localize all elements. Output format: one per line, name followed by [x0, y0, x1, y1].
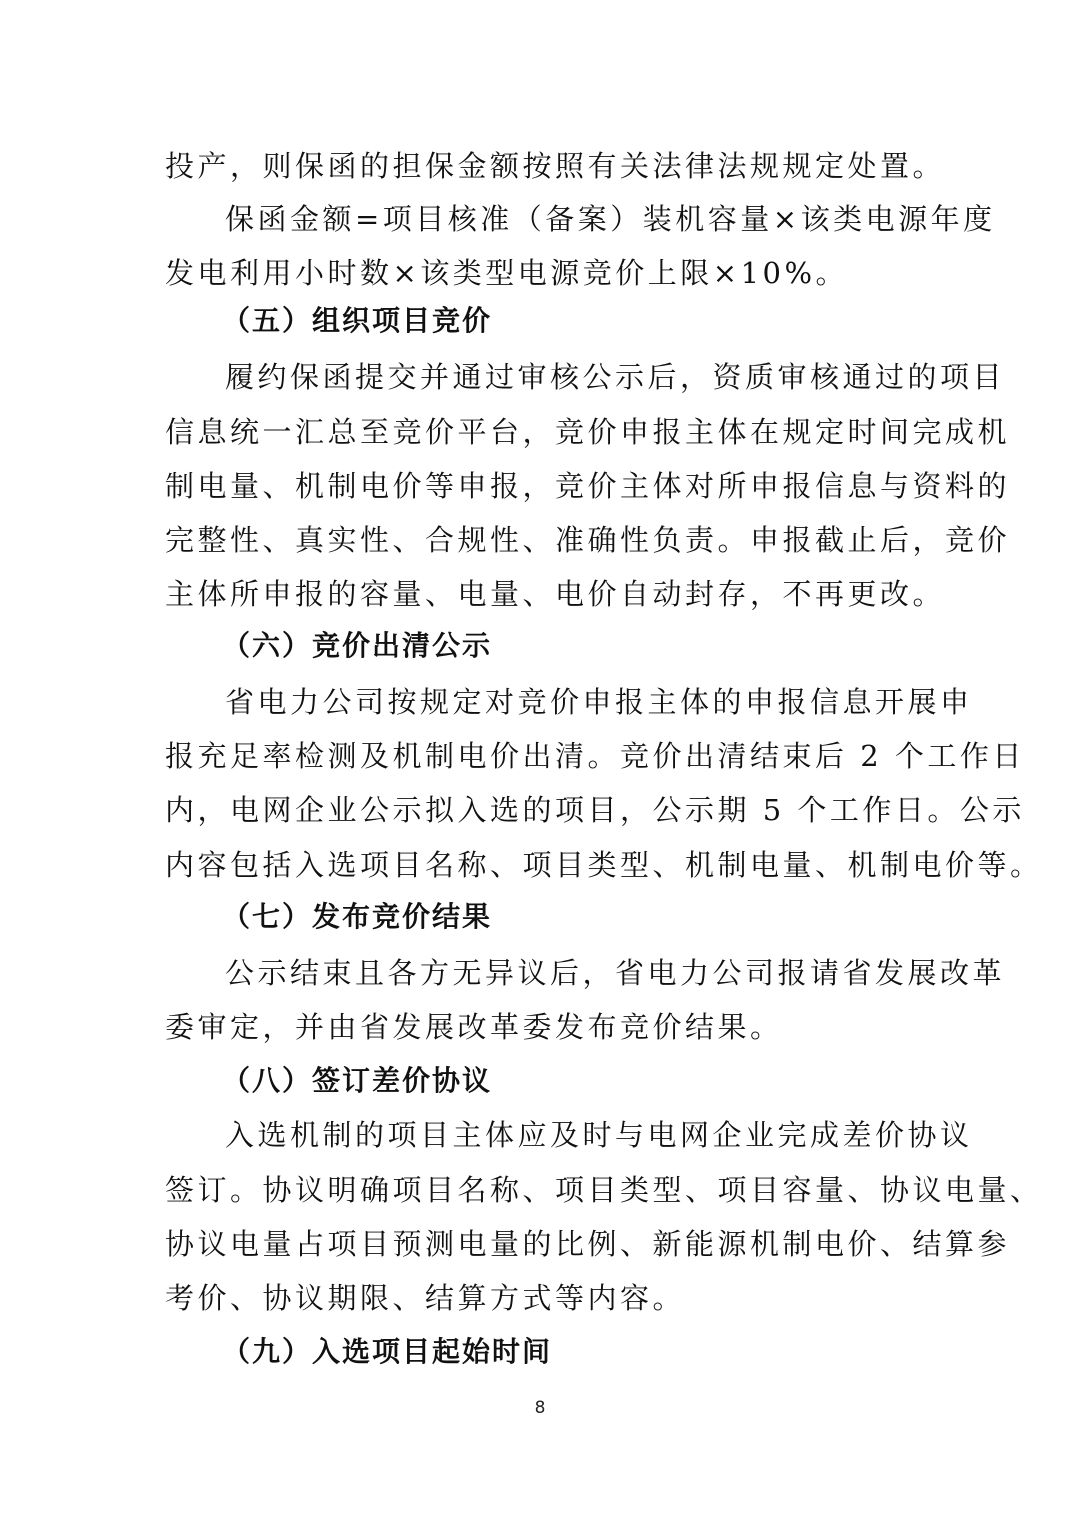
paragraph-line: 保函金额=项目核准（备案）装机容量×该类电源年度: [225, 202, 996, 236]
paragraph-line: 协议电量占项目预测电量的比例、新能源机制电价、结算参: [165, 1227, 1011, 1261]
paragraph-line: 主体所申报的容量、电量、电价自动封存，不再更改。: [165, 577, 946, 611]
section-heading-5: （五）组织项目竞价: [222, 304, 493, 337]
paragraph-line: 信息统一汇总至竞价平台，竞价申报主体在规定时间完成机: [165, 415, 1011, 449]
section-heading-9: （九）入选项目起始时间: [222, 1335, 553, 1368]
paragraph-line: 签订。协议明确项目名称、项目类型、项目容量、协议电量、: [165, 1173, 1043, 1207]
section-heading-6: （六）竞价出清公示: [222, 629, 493, 662]
paragraph-line: 完整性、真实性、合规性、准确性负责。申报截止后，竞价: [165, 523, 1011, 557]
paragraph-line: 发电利用小时数×该类型电源竞价上限×10%。: [165, 256, 849, 290]
paragraph-line: 省电力公司按规定对竞价申报主体的申报信息开展申: [225, 685, 973, 719]
section-heading-7: （七）发布竞价结果: [222, 900, 493, 933]
paragraph-line: 考价、协议期限、结算方式等内容。: [165, 1281, 686, 1315]
paragraph-line: 报充足率检测及机制电价出清。竞价出清结束后 2 个工作日: [165, 739, 1025, 773]
paragraph-line: 公示结束且各方无异议后，省电力公司报请省发展改革: [225, 956, 1006, 990]
paragraph-line: 履约保函提交并通过审核公示后，资质审核通过的项目: [225, 360, 1006, 394]
paragraph-line: 委审定，并由省发展改革委发布竞价结果。: [165, 1010, 783, 1044]
paragraph-line: 内，电网企业公示拟入选的项目，公示期 5 个工作日。公示: [165, 793, 1025, 827]
paragraph-line: 投产，则保函的担保金额按照有关法律法规规定处置。: [165, 149, 946, 183]
paragraph-line: 内容包括入选项目名称、项目类型、机制电量、机制电价等。: [165, 848, 1043, 882]
paragraph-line: 入选机制的项目主体应及时与电网企业完成差价协议: [225, 1118, 973, 1152]
section-heading-8: （八）签订差价协议: [222, 1064, 493, 1097]
page-number: 8: [534, 1398, 546, 1418]
paragraph-line: 制电量、机制电价等申报，竞价主体对所申报信息与资料的: [165, 469, 1011, 503]
